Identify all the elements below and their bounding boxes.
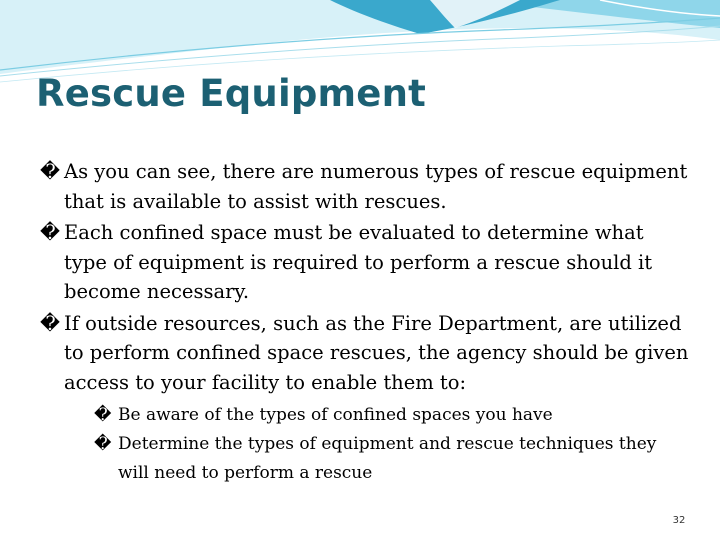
bullet-marker: � xyxy=(40,311,60,335)
sub-bullet-text: Be aware of the types of confined spaces you have xyxy=(118,405,553,425)
bullet-item xyxy=(40,218,690,307)
sub-bullet-item xyxy=(94,401,690,430)
page-number: 32 xyxy=(672,515,686,526)
bullet-text: If outside resources, such as the Fire Department, are utilized to perform confined space rescues, the agency should be given access to your facility to enable them to: xyxy=(64,311,689,394)
sub-bullet-marker: � xyxy=(94,405,112,425)
sub-bullet-item xyxy=(94,430,690,488)
bullet-item xyxy=(40,157,690,216)
sub-bullet-list xyxy=(64,401,690,488)
bullet-text: Each confined space must be evaluated to determine what type of equipment is required to perform a rescue should it become necessary. xyxy=(64,221,653,303)
bullet-marker: � xyxy=(40,221,60,244)
bullet-marker: � xyxy=(40,160,60,183)
slide-title: Rescue Equipment xyxy=(36,72,427,115)
sub-bullet-text: Determine the types of equipment and rescue techniques they will need to perform a rescue xyxy=(118,434,657,483)
bullet-item xyxy=(40,309,690,489)
bullet-text: As you can see, there are numerous types of rescue equipment that is available to assist with rescues. xyxy=(64,160,688,213)
bullet-list xyxy=(40,157,690,490)
sub-bullet-marker: � xyxy=(94,434,112,454)
